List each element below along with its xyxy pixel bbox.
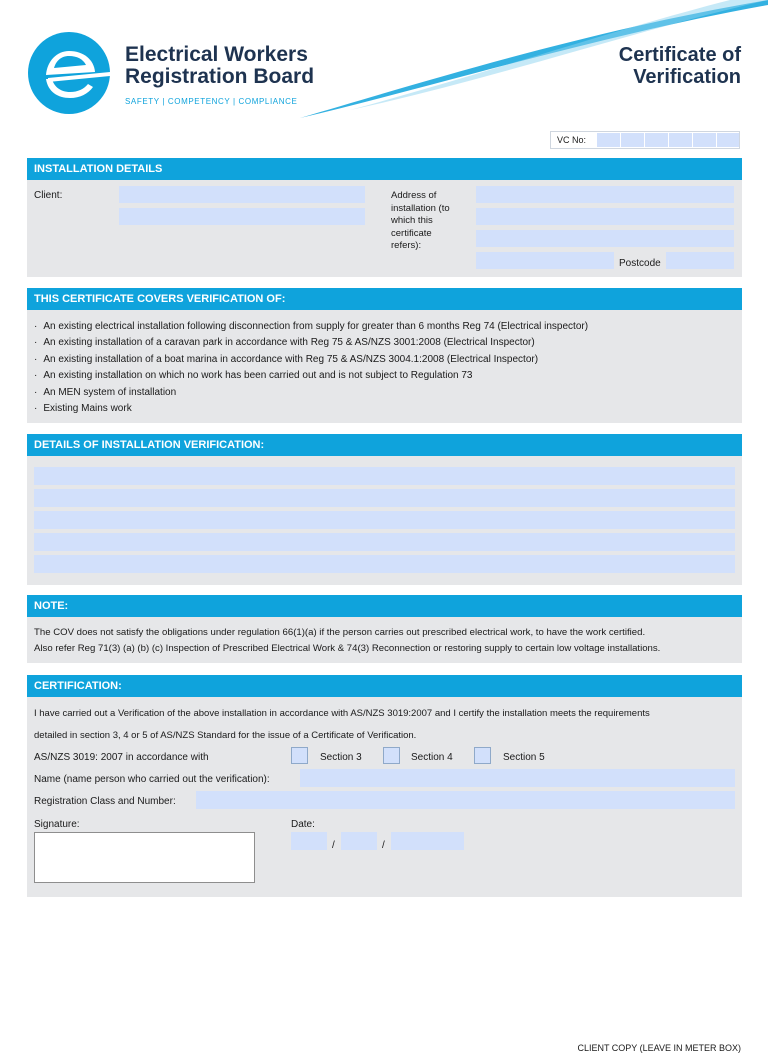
org-name-line1: Electrical Workers xyxy=(125,43,308,66)
client-input-1[interactable] xyxy=(119,186,365,203)
note-line1: The COV does not satisfy the obligations under regulation 66(1)(a) if the person carries out prescribed electrical work, to have the work certified. xyxy=(34,627,646,638)
address-input-1[interactable] xyxy=(476,186,734,203)
accordance-label: AS/NZS 3019: 2007 in accordance with xyxy=(34,752,209,763)
section-4-label: Section 4 xyxy=(411,752,453,763)
date-day-input[interactable] xyxy=(291,832,327,850)
vc-no-input-3[interactable] xyxy=(645,133,668,147)
section-4-checkbox[interactable] xyxy=(383,747,400,764)
details-input-3[interactable] xyxy=(34,511,735,529)
doc-title-line1: Certificate of xyxy=(618,44,741,66)
vc-no-input-6[interactable] xyxy=(717,133,739,147)
signature-label: Signature: xyxy=(34,819,80,830)
details-input-4[interactable] xyxy=(34,533,735,551)
vc-no-input-1[interactable] xyxy=(597,133,620,147)
note-heading: NOTE: xyxy=(27,595,742,617)
address-label: Address of installation (to which this certificate refers): xyxy=(391,190,450,251)
name-label: Name (name person who carried out the verification): xyxy=(34,774,270,785)
footer-copy-note: CLIENT COPY (LEAVE IN METER BOX) xyxy=(577,1043,741,1053)
details-input-1[interactable] xyxy=(34,467,735,485)
org-name-line2: Registration Board xyxy=(125,65,315,88)
details-input-5[interactable] xyxy=(34,555,735,573)
covers-item: · An existing installation on which no work has been carried out and is not subject to Regulation 73 xyxy=(34,368,588,384)
certification-line1: I have carried out a Verification of the above installation in accordance with AS/NZS 3019:2007 and I certify the installation meets the requirements xyxy=(34,708,650,719)
note-body xyxy=(27,617,742,663)
ewrb-logo-icon xyxy=(28,32,110,114)
vc-no-input-4[interactable] xyxy=(669,133,692,147)
date-separator: / xyxy=(382,840,385,851)
vc-no-input-2[interactable] xyxy=(621,133,644,147)
date-month-input[interactable] xyxy=(341,832,377,850)
address-input-2[interactable] xyxy=(476,208,734,225)
covers-item: · An existing installation of a boat marina in accordance with Reg 75 & AS/NZS 3004.1:2008 (Electrical Inspector) xyxy=(34,352,588,368)
section-3-checkbox[interactable] xyxy=(291,747,308,764)
details-heading: DETAILS OF INSTALLATION VERIFICATION: xyxy=(27,434,742,456)
vc-no-input-5[interactable] xyxy=(693,133,716,147)
date-label: Date: xyxy=(291,819,315,830)
section-5-label: Section 5 xyxy=(503,752,545,763)
date-separator: / xyxy=(332,840,335,851)
installation-details-heading: INSTALLATION DETAILS xyxy=(27,158,742,180)
org-tagline: SAFETY | COMPETENCY | COMPLIANCE xyxy=(125,97,298,106)
covers-heading: THIS CERTIFICATE COVERS VERIFICATION OF: xyxy=(27,288,742,310)
registration-label: Registration Class and Number: xyxy=(34,796,176,807)
postcode-input[interactable] xyxy=(666,252,734,269)
org-name xyxy=(125,44,314,88)
date-year-input[interactable] xyxy=(391,832,464,850)
vc-no-label: VC No: xyxy=(557,135,587,145)
client-label: Client: xyxy=(34,190,63,201)
vc-no-box xyxy=(550,131,740,149)
note-line2: Also refer Reg 71(3) (a) (b) (c) Inspection of Prescribed Electrical Work & 74(3) Reconnection or restoring supply to certain low voltage installations. xyxy=(34,643,661,654)
signature-box[interactable] xyxy=(34,832,255,883)
covers-item: · An MEN system of installation xyxy=(34,385,588,401)
doc-title-line2: Verification xyxy=(633,66,741,88)
client-input-2[interactable] xyxy=(119,208,365,225)
covers-list xyxy=(34,319,588,417)
section-5-checkbox[interactable] xyxy=(474,747,491,764)
certification-heading: CERTIFICATION: xyxy=(27,675,742,697)
certification-line2: detailed in section 3, 4 or 5 of AS/NZS Standard for the issue of a Certificate of Verification. xyxy=(34,730,417,741)
address-input-4[interactable] xyxy=(476,252,614,269)
doc-title xyxy=(619,44,741,88)
address-input-3[interactable] xyxy=(476,230,734,247)
section-3-label: Section 3 xyxy=(320,752,362,763)
postcode-label: Postcode xyxy=(619,258,661,269)
registration-input[interactable] xyxy=(196,791,735,809)
covers-item: · An existing installation of a caravan park in accordance with Reg 75 & AS/NZS 3001:2008 (Electrical Inspector) xyxy=(34,335,588,351)
covers-item: · Existing Mains work xyxy=(34,401,588,417)
name-input[interactable] xyxy=(300,769,735,787)
details-input-2[interactable] xyxy=(34,489,735,507)
covers-item: · An existing electrical installation following disconnection from supply for greater than 6 months Reg 74 (Electrical inspector) xyxy=(34,319,588,335)
